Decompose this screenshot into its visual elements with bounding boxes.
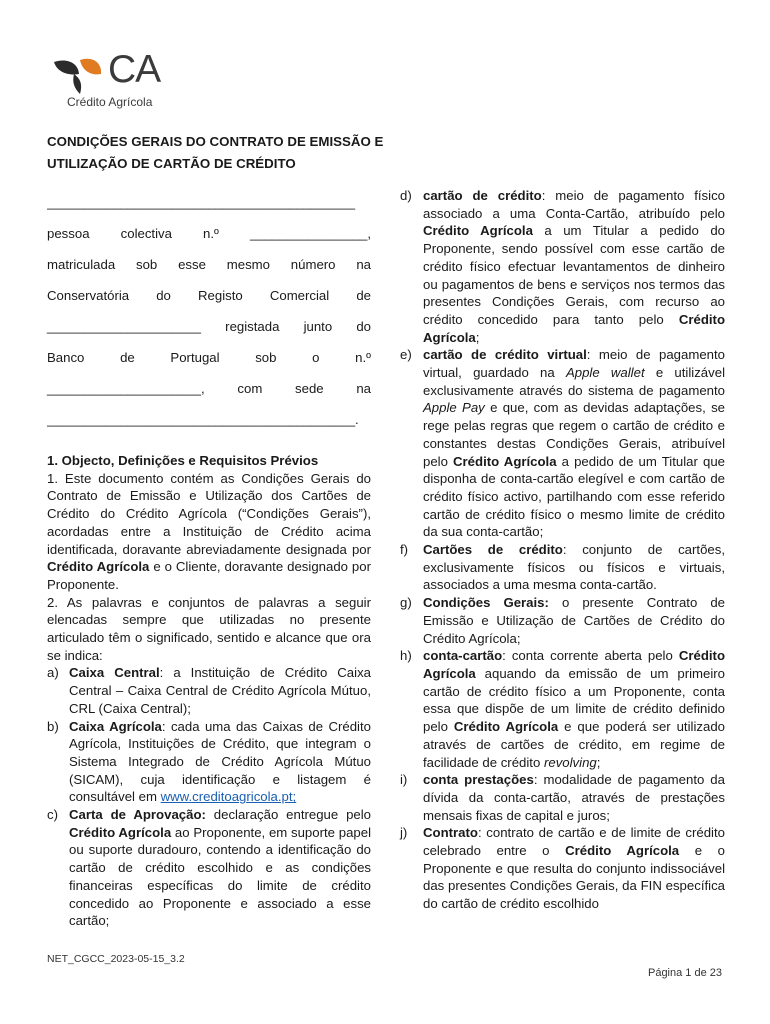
party-line: pessoa colectiva n.º ________________, [47,226,371,241]
definition-item-f: f) Cartões de crédito: conjunto de cartões, exclusivamente físicos ou físicos e virtuais, associados a uma mesma conta-cartão. [400,542,726,593]
credito-agricola-logo [52,50,182,112]
document-title: CONDIÇÕES GERAIS DO CONTRATO DE EMISSÃO E UTILIZAÇÃO DE CARTÃO DE CRÉDITO [47,134,384,171]
definition-item-g: g) Condições Gerais: o presente Contrato de Emissão e Utilização de Cartões de Crédito do Crédito Agrícola; [400,595,725,646]
party-line: _____________________, com sede na [47,381,371,396]
party-line: __________________________________________. [47,412,359,427]
party-blank-line[interactable]: __________________________________________ [47,195,356,210]
definition-item-c: c) Carta de Aprovação: declaração entregue pelo Crédito Agrícola ao Proponente, em suporte papel ou suporte duradouro, contendo a identificação do cartão de crédito escolhido e as condições financeiras específicas do limite de crédito concedido ao Proponente e associado a esse cartão; [47,807,372,929]
party-line: _____________________ registada junto do [47,319,371,334]
logo-mark: CA [108,48,161,91]
definition-item-b: b) Caixa Agrícola: cada uma das Caixas de Crédito Agrícola, Instituições de Crédito, que integram o Sistema Integrado de Crédito Agrícola Mútuo (SICAM), cuja identificação e listagem é consultável em www.creditoagricola.pt; [47,718,371,805]
definition-item-a: a) Caixa Central: a Instituição de Crédito Caixa Central – Caixa Central de Crédito Agrícola Mútuo, CRL (Caixa Central); [47,665,372,716]
page-number: Página 1 de 23 [647,967,722,979]
party-line: Banco de Portugal sob o n.º [47,350,371,365]
definition-item-j: j) Contrato: contrato de cartão e de limite de crédito celebrado entre o Crédito Agrícola e o Proponente e que resulta do conjunto indissociável das presentes Condições Gerais, da FIN específica do cartão de crédito escolhido [400,825,726,912]
website-link[interactable]: www.creditoagricola.pt; [160,789,297,805]
definition-item-e: e) cartão de crédito virtual: meio de pagamento virtual, guardado na Apple wallet e utilizável exclusivamente através do sistema de pagamento Apple Pay e que, com as devidas adaptações, se rege pelas regras que regem o cartão de crédito e constantes destas Condições Gerais, atribuível pelo Crédito Agrícola a pedido de um Titular que disponha de conta-cartão elegível e com cartão de crédito físico activo, partilhando com esse referido cartão de crédito físico o mesmo limite de crédito da sua conta-cartão; [400,347,725,540]
right-column [400,187,725,913]
document-reference: NET_CGCC_2023-05-15_3.2 [47,953,185,965]
logo-name: Crédito Agrícola [67,95,153,109]
party-identification [47,187,371,435]
definition-item-h: h) conta-cartão: conta corrente aberta pelo Crédito Agrícola aquando da emissão de um primeiro cartão de crédito físico a um Proponente, conta essa que dispõe de um limite de crédito definido pelo Crédito Agrícola e que poderá ser utilizado através de cartões de crédito, em regime de facilidade de crédito revolving; [400,648,725,770]
party-line: matriculada sob esse mesmo número na [47,257,371,272]
leaf-icon [52,56,104,96]
paragraph-2: 2. As palavras e conjuntos de palavras a seguir elencadas sempre que utilizadas no presente articulado têm o significado, sentido e alcance que ora se indica: [47,594,371,663]
section-heading: 1. Objecto, Definições e Requisitos Prévios [47,453,319,468]
paragraph-1: 1. Este documento contém as Condições Gerais do Contrato de Emissão e Utilização dos Cartões de Crédito do Crédito Agrícola (“Condições Gerais”), acordadas entre a Instituição de Crédito acima identificada, doravante abreviadamente designada por Crédito Agrícola e o Cliente, doravante designado por Proponente. [47,470,371,592]
left-column [47,187,371,930]
definition-item-d: d) cartão de crédito: meio de pagamento físico associado a uma Conta-Cartão, atribuído pelo Crédito Agrícola a um Titular a pedido do Proponente, sendo possível com esse cartão de crédito físico efectuar levantamentos de dinheiro ou pagamentos de bens e serviços nos termos das presentes Condições Gerais, com recurso ao crédito concedido para tanto pelo Crédito Agrícola; [400,188,726,345]
definition-item-i: i) conta prestações: modalidade de pagamento da dívida da conta-cartão, através de prestações mensais fixas de capital e juros; [400,772,725,823]
party-line: Conservatória do Registo Comercial de [47,288,371,303]
